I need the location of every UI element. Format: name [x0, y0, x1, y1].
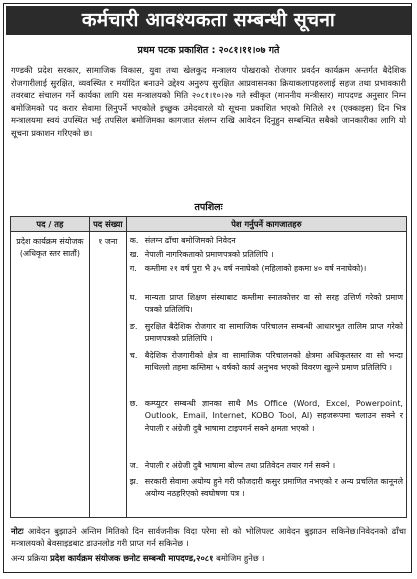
document-item: [130, 350, 403, 375]
item-text: मान्यता प्राप्त शिक्षण संस्थाबाट कम्तीमा स्नातकोत्तर वा सो सरह उत्तिर्ण गरेको प्रमाण पत्रको प्रतिलिपि।: [144, 293, 403, 315]
item-marker: झ.: [129, 477, 139, 486]
table-header-row: [11, 217, 407, 232]
requirements-table: [10, 216, 407, 518]
item-marker: ङ.: [129, 322, 138, 331]
item-marker: क.: [129, 236, 139, 245]
document-item: [130, 321, 403, 346]
header-count: पद संख्या: [89, 217, 126, 232]
document-item: [130, 249, 403, 261]
item-marker: ख.: [129, 250, 139, 259]
note-label: नोटः: [11, 526, 24, 536]
closing-suffix: बमोजिम हुनेछ ।: [216, 553, 265, 563]
item-marker: च.: [129, 351, 138, 360]
documents-cell: [126, 232, 406, 518]
schedule-heading: तपशिलः: [194, 202, 223, 213]
item-text: नेपाली नागरिकताको प्रमाणपत्रको प्रतिलिपि ।: [144, 250, 274, 259]
closing-line: [11, 552, 406, 564]
post-cell: प्रदेश कार्यक्रम संयोजक (अधिकृत स्तर सातौं): [11, 232, 90, 518]
item-text: कम्प्युटर सम्बन्धी ज्ञानका साथै Ms Office (Word, Excel, Powerpoint, Outlook, Email, Internet, KOBO Tool, AI) सहजरूपमा चलाउन सक्ने र नेपाली र अंग्रेजी दुबै भाषामा टाइपगर्न सक्ने क्षमता भएको ।: [144, 399, 403, 433]
header-post: पद / तह: [11, 217, 90, 232]
document-item: [130, 263, 403, 275]
item-text: बैदेशिक रोजगारीको क्षेत्र वा सामाजिक परिचालनको क्षेत्रमा अधिकृतस्तर वा सो भन्दा माथिल्लो तहमा कम्तिमा ५ वर्षको कार्य अनुभव भएको विवरण खुल्ने प्रमाण प्रतिलिपि ।: [144, 351, 403, 373]
item-marker: ज.: [129, 461, 139, 470]
notice-title: कर्मचारी आवश्यकता सम्बन्धी सूचना: [6, 6, 411, 35]
count-cell: १ जना: [89, 232, 126, 518]
publication-date: प्रथम पटक प्रकाशित : २०८१।११।०७ गते: [137, 45, 280, 56]
document-item: [130, 235, 403, 247]
item-text: कम्तीमा २१ वर्ष पुरा भै ३५ वर्ष ननाघेको (महिलाको हकमा ४० वर्ष ननाघेको)।: [144, 264, 367, 273]
closing-standard-name: प्रदेश कार्यक्रम संयोजक छनोट सम्बन्धी मापदण्ड,२०८१: [50, 553, 214, 563]
note-paragraph: [11, 525, 406, 550]
header-documents: पेश गर्नुपर्ने कागजातहरु: [126, 217, 406, 232]
document-item: [130, 460, 403, 472]
item-marker: छ.: [129, 399, 138, 408]
closing-prefix: अन्य प्रक्रिया: [11, 553, 48, 563]
item-text: सुरक्षित बैदेशिक रोजगार वा सामाजिक परिचालन सम्बन्धी आधारभुत तालिम प्राप्त गरेको प्रमाणपत्रको प्रतिलिपि ।: [144, 322, 403, 344]
intro-paragraph: गण्डकी प्रदेश सरकार, सामाजिक विकास, युवा तथा खेलकुद मन्त्रालय पोखराको रोजगार प्रवर्दन कार्यक्रम अन्तर्गत बैदेशिक रोजगारीलाई सुरक्षित, व्यवस्थित र मर्यादित बनाउने उद्देश्य अनुरुप सुरक्षित आप्रवासनका क्रियाकलापहरुलाई सहज तथा प्रभावकारी तवरबाट संचालन गर्ने कार्यका लागि यस मन्त्रालयको मिति २०८१।१०।२७ गते स्वीकृत (माननीय मन्त्रीस्तर) मापदण्ड अनुसार निम्न बमोजिमको पद करार सेवामा लिनुपर्ने भएकोले इच्छुक उमेदवारले यो सूचना प्रकाशित भएको मितिले २१ (एक्काइस) दिन भित्र मन्त्रालयमा स्वयं उपस्थित भई तपसिल बमोजिमका कागजात संलग्न राखि आवेदन दिनुहुन सम्बन्धित सबैको जानकारीका लागि यो सूचना प्रकाशन गरिएको छ।: [11, 65, 406, 138]
item-text: संलग्न ढाँचा बमोजिमको निवेदन: [144, 236, 236, 245]
item-text: सरकारी सेवामा अयोग्य हुने गरी फौजदारी कसुर प्रमाणित नभएको र अन्य प्रचलित कानूनले अयोग्य नठहरिएको स्वघोषणा पत्र ।: [144, 477, 403, 499]
document-item: [130, 292, 403, 317]
item-text: नेपाली र अंग्रेजी दुबै भाषामा बोल्न तथा प्रतिवेदन तयार गर्न सक्ने ।: [144, 461, 336, 470]
item-marker: ग.: [129, 264, 137, 273]
document-item: [130, 476, 403, 501]
document-item: [130, 398, 403, 435]
item-marker: घ.: [129, 293, 138, 302]
note-text: आवेदन बुझाउने अन्तिम मितिको दिन सार्वजनीक विदा परेमा सो को भोलिपल्ट आवेदन बुझाउन सकिनेछ।निवेदनको ढाँचा मन्त्रालयको बेवसाइडबाट डाउनलोड गरी प्राप्त गर्न सकिनेछ ।: [11, 526, 407, 549]
table-row: [11, 232, 407, 518]
